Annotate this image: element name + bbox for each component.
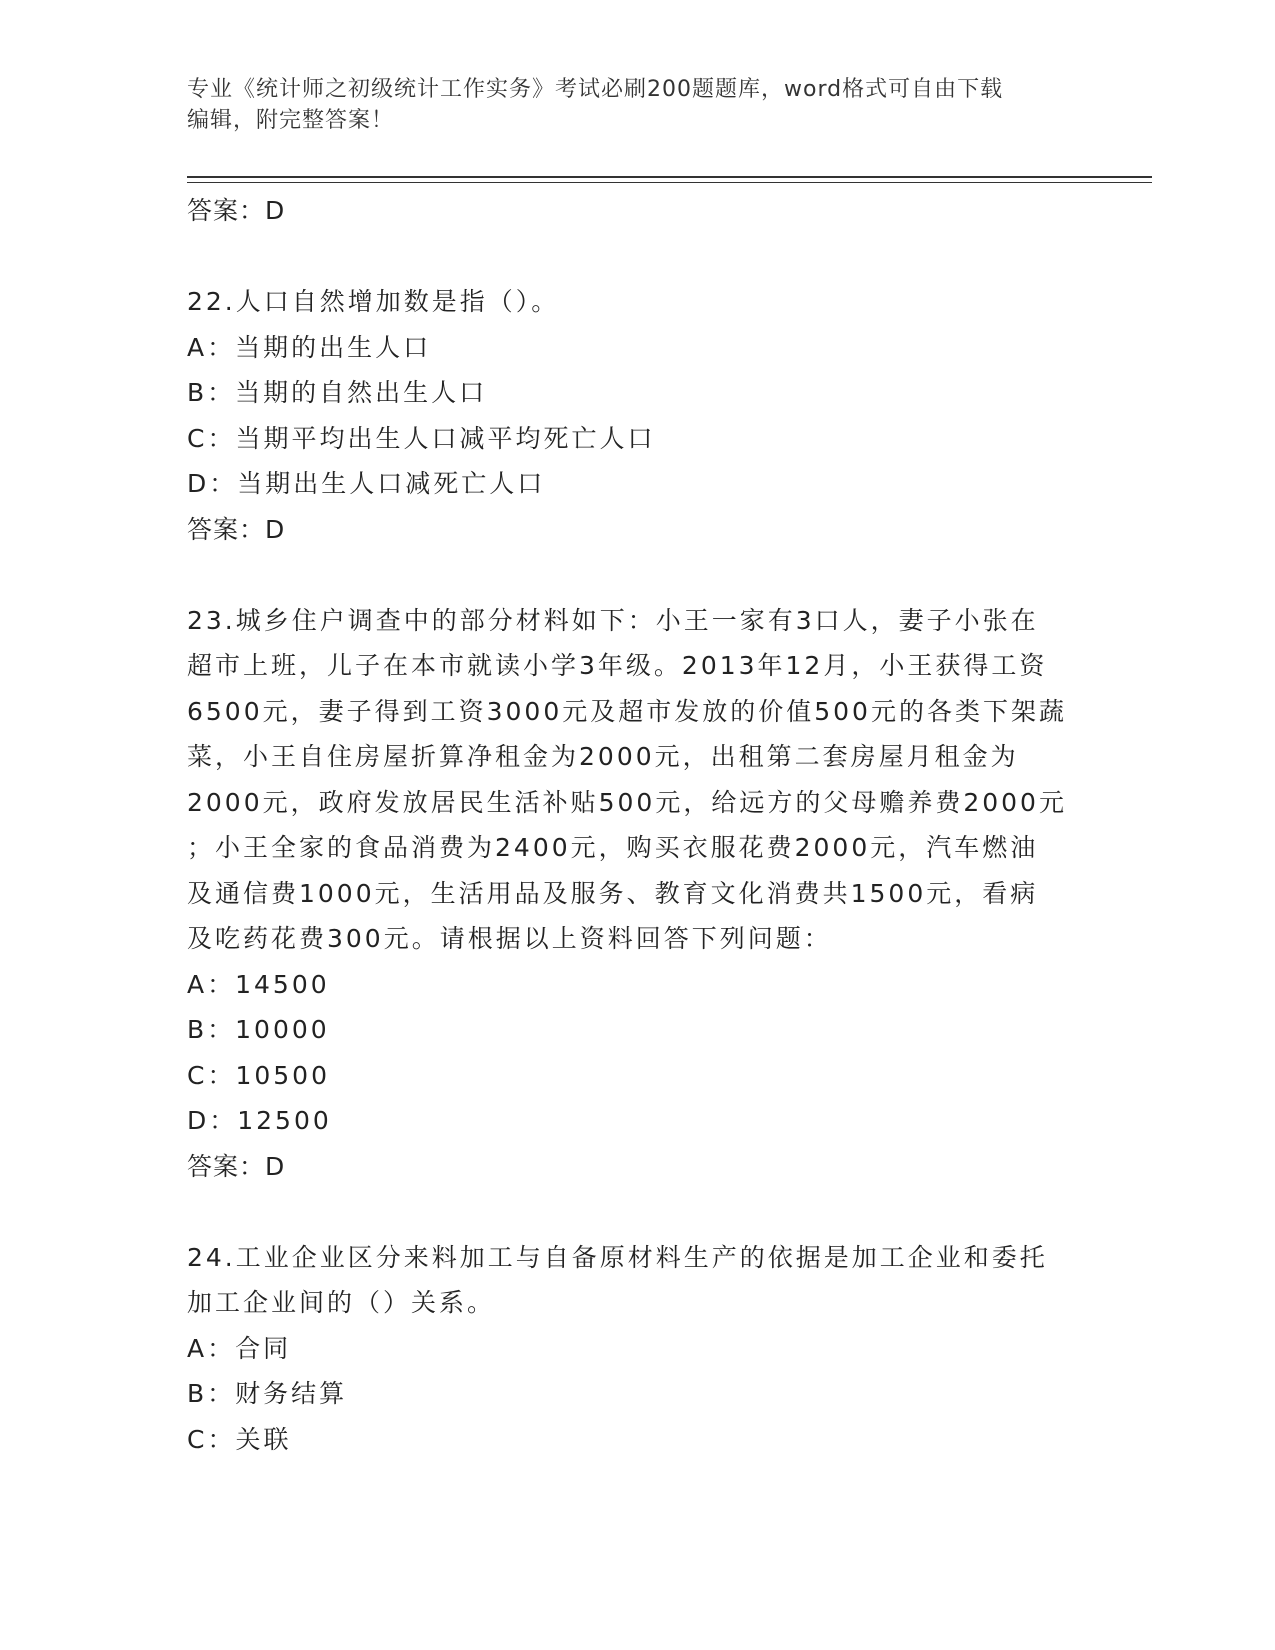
question-stem-line: 加工企业间的（）关系。 (187, 1288, 496, 1317)
question-stem-line: 超市上班，儿子在本市就读小学3年级。2013年12月，小王获得工资 (187, 651, 1048, 680)
question-answer: 答案：D (187, 514, 286, 544)
option-a: A：合同 (187, 1333, 292, 1363)
option-a: A：14500 (187, 969, 330, 999)
header-divider-thick (187, 176, 1152, 178)
question-stem-line: 及吃药花费300元。请根据以上资料回答下列问题： (187, 924, 832, 953)
option-b: B：10000 (187, 1015, 330, 1044)
option-c: C：10500 (187, 1060, 330, 1090)
option-d: D：当期出生人口减死亡人口 (187, 469, 546, 498)
page-header (187, 74, 1067, 136)
option-c: C：当期平均出生人口减平均死亡人口 (187, 423, 656, 453)
option-b: B：财务结算 (187, 1379, 348, 1408)
question-22 (187, 279, 1087, 552)
option-b: B：当期的自然出生人口 (187, 378, 488, 407)
question-stem-line: 6500元，妻子得到工资3000元及超市发放的价值500元的各类下架蔬 (187, 696, 1067, 726)
question-stem-line: 及通信费1000元，生活用品及服务、教育文化消费共1500元，看病 (187, 878, 1039, 908)
question-answer: 答案：D (187, 1151, 286, 1181)
option-a: A：当期的出生人口 (187, 332, 432, 362)
question-list (187, 188, 1087, 1462)
question-24 (187, 1235, 1087, 1463)
option-d: D：12500 (187, 1106, 332, 1135)
header-line-1: 专业《统计师之初级统计工作实务》考试必刷200题题库，word格式可自由下载 (187, 77, 1004, 102)
header-divider-thin (187, 182, 1152, 183)
spacer (187, 234, 1087, 280)
question-stem-line: 菜，小王自住房屋折算净租金为2000元，出租第二套房屋月租金为 (187, 742, 1019, 771)
question-23 (187, 598, 1087, 1190)
spacer (187, 1189, 1087, 1235)
option-c: C：关联 (187, 1424, 292, 1454)
previous-answer: 答案：D (187, 196, 286, 225)
header-line-2: 编辑，附完整答案！ (187, 108, 395, 133)
question-stem-line: ；小王全家的食品消费为2400元，购买衣服花费2000元，汽车燃油 (187, 833, 1039, 862)
question-stem-line: 22.人口自然增加数是指（）。 (187, 287, 560, 316)
question-stem-line: 23.城乡住户调查中的部分材料如下：小王一家有3口人，妻子小张在 (187, 605, 1039, 635)
spacer (187, 552, 1087, 598)
question-stem-line: 24.工业企业区分来料加工与自备原材料生产的依据是加工企业和委托 (187, 1242, 1048, 1272)
question-stem-line: 2000元，政府发放居民生活补贴500元，给远方的父母赡养费2000元 (187, 787, 1067, 817)
